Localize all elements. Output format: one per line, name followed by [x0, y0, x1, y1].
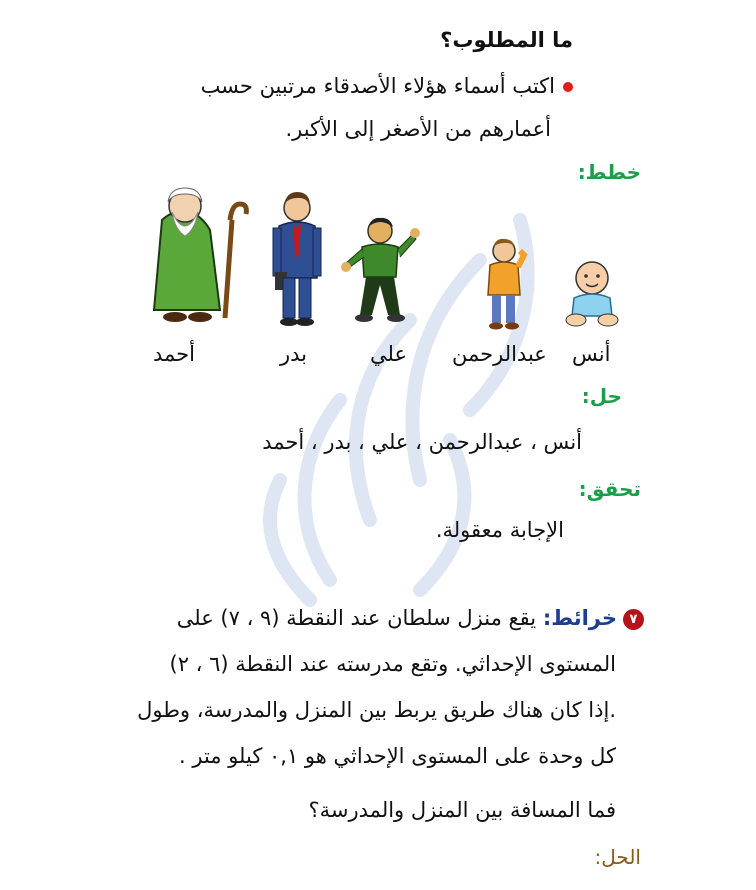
solution-text: أنس ، عبدالرحمن ، علي ، بدر ، أحمد [262, 430, 582, 454]
problem-line-2: المستوى الإحداثي. وتقع مدرسته عند النقطة (٦ ، ٢) [169, 652, 616, 676]
character-name-ahmad: أحمد [153, 342, 195, 366]
character-name-abdulrahman: عبدالرحمن [452, 342, 547, 366]
heading-solve: حل: [581, 384, 622, 408]
character-name-anas: أنس [572, 342, 611, 366]
bullet-dot-icon [563, 82, 573, 92]
baby-icon [562, 258, 622, 328]
teen-icon [340, 215, 425, 325]
problem-number-badge: ٧ [623, 609, 644, 630]
character-name-ali: علي [370, 342, 407, 366]
answer-label: الحل: [594, 845, 641, 869]
old-man-icon [140, 180, 255, 325]
heading-plan: خطط: [577, 160, 641, 184]
character-name-badr: بدر [280, 342, 308, 366]
required-line-1-text: اكتب أسماء هؤلاء الأصدقاء مرتبين حسب [200, 74, 555, 98]
problem-line-3: .إذا كان هناك طريق يربط بين المنزل والمدرسة، وطول [137, 698, 616, 722]
problem-title: خرائط: [542, 606, 617, 630]
required-line-1 [201, 74, 573, 98]
problem-line-4: كل وحدة على المستوى الإحداثي هو ٠,١ كيلو متر . [179, 744, 616, 768]
problem-line-1-text: يقع منزل سلطان عند النقطة (٩ ، ٧) على [176, 606, 537, 630]
required-line-2: أعمارهم من الأصغر إلى الأكبر. [285, 117, 551, 141]
check-text: الإجابة معقولة. [435, 518, 564, 542]
man-icon [265, 188, 330, 328]
boy-icon [480, 237, 530, 332]
problem-line-1 [177, 606, 644, 630]
heading-check: تحقق: [578, 477, 641, 501]
heading-required: ما المطلوب؟ [440, 28, 573, 52]
problem-question: فما المسافة بين المنزل والمدرسة؟ [308, 798, 616, 822]
